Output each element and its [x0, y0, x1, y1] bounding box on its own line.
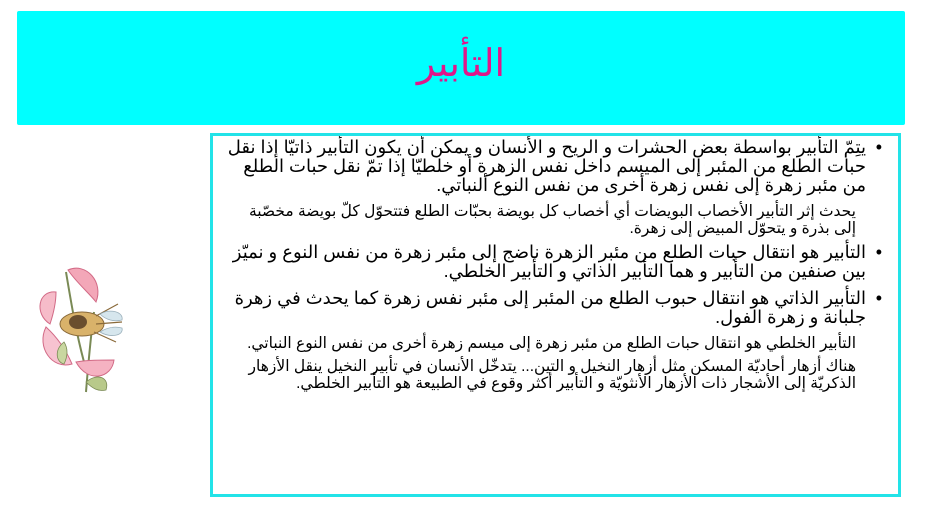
- bullet-self-pollination: • التأبير الذاتي هو انتقال حبوب الطلع من المئبر إلى مئبر نفس زهرة كما يحدث في زهرة جلبانة و زهرة الفول.: [225, 289, 880, 327]
- bullet-pollination-agents: • يتِمّ التأبير بواسطة بعض الحشرات و الريح و الأنسان و يمكن أن يكون التأبير ذاتيّا إذا نقل حبات الطلع من المئبر إلى الميسم داخل نفس الزهرة أو خلطيّا إذا تمّ نقل حبات الطلع من مئبر زهرة إلى نفس زهرة أخرى من نفس النوع ألنباتي.: [225, 138, 880, 195]
- sub-fertilization: يحدث إثر التأبير الأخصاب البويضات أي أخصاب كل بويضة بحبّات الطلع فتتحوّل كلّ بويضة مخصّبة إلى بذرة و يتحوّل المبيض إلى زهرة.: [248, 203, 856, 237]
- slide-title: التأبير: [416, 42, 506, 85]
- sub-cross-pollination: التأبير الخلطي هو انتقال حبات الطلع من مئبر زهرة إلى ميسم زهرة أخرى من نفس النوع النباتي.: [247, 335, 856, 352]
- sub-monoecious-palm: هناك أزهار أحاديّة المسكن مثل أزهار النخيل و التين... يتدخّل الأنسان في تأبير النخيل ينقل الأزهار الذكريّة إلى الأشجار ذات الأزهار الأنثويّة و التأبير أكثر وقوع في الطبيعة هو التأبير الخلطي.: [248, 358, 856, 392]
- pollinated-flower-illustration: [6, 252, 146, 402]
- bullet-pollination-definition: • التأبير هو انتقال حبات الطلع من مئبر الزهرة ناضج إلى مئبر زهرة من نفس النوع و نميّز بين صنفين من التأبير و هما التأبير الذاتي و التأبير الخلطي.: [225, 243, 880, 281]
- title-banner: [17, 11, 905, 125]
- content-box: [210, 133, 901, 497]
